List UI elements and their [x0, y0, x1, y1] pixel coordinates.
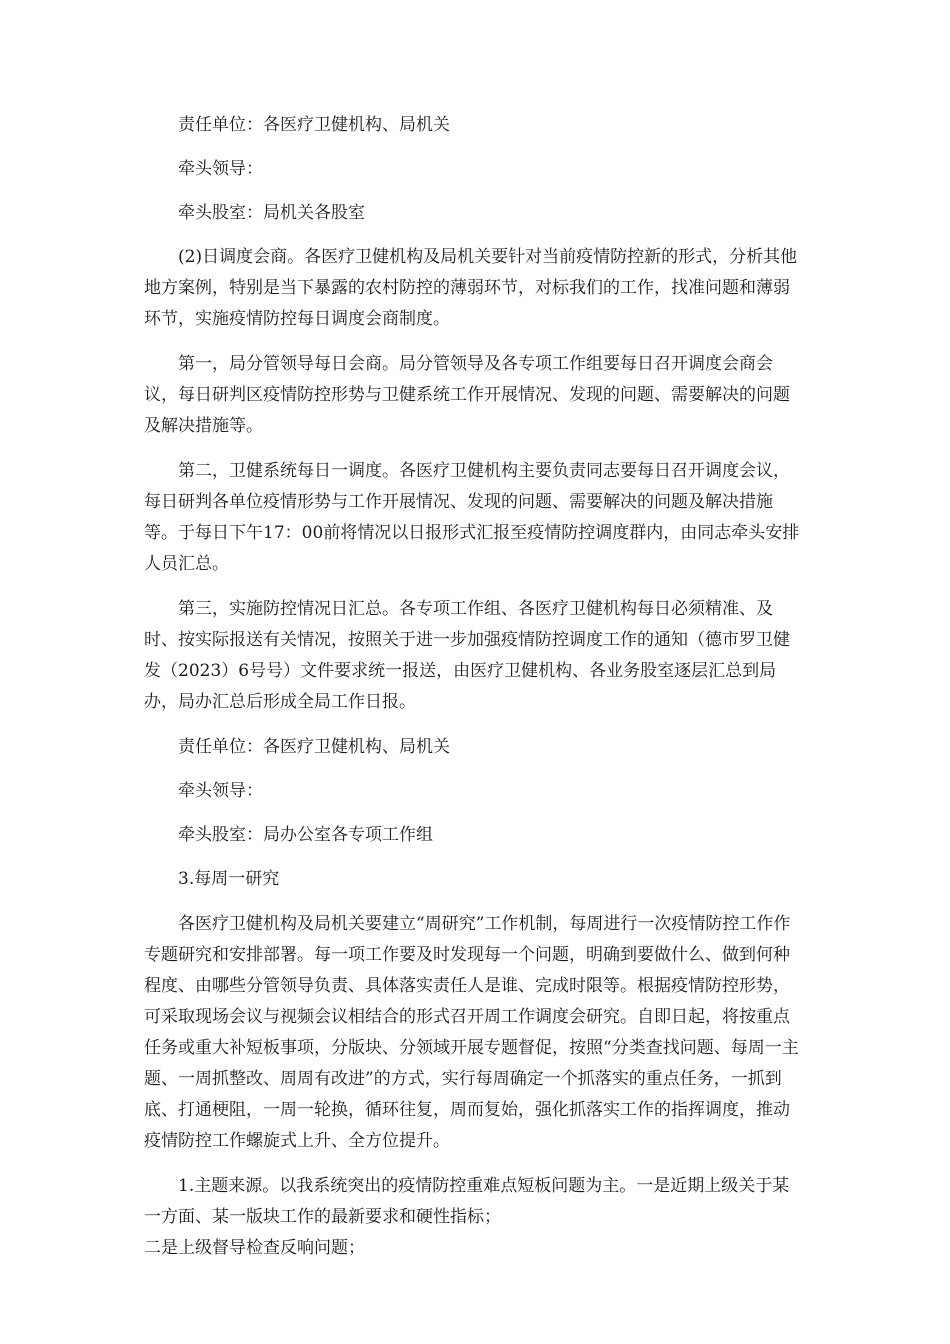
document-body [144, 110, 804, 1264]
paragraph-responsible-unit-2: 责任单位：各医疗卫健机构、局机关 [178, 737, 450, 757]
paragraph-lead-leader-1: 牵头领导： [178, 159, 263, 179]
paragraph-lead-office-2: 牵头股室：局办公室各专项工作组 [178, 825, 433, 845]
paragraph-second: 第二，卫健系统每日一调度。各医疗卫健机构主要负责同志要每日召开调度会议，每日研判各单位疫情形势与工作开展情况、发现的问题、需要解决的问题及解决措施等。于每日下午17：00前将情况以日报形式汇报至疫情防控调度群内，由同志牵头安排人员汇总。 [144, 461, 800, 574]
paragraph-lead-leader-2: 牵头领导： [178, 781, 263, 801]
paragraph-third: 第三，实施防控情况日汇总。各专项工作组、各医疗卫健机构每日必须精准、及时、按实际报送有关情况，按照关于进一步加强疫情防控调度工作的通知（德市罗卫健发（2023）6号号）文件要求统一报送，由医疗卫健机构、各业务股室逐层汇总到局办，局办汇总后形成全局工作日报。 [144, 599, 790, 712]
paragraph-daily-consultation: (2)日调度会商。各医疗卫健机构及局机关要针对当前疫情防控新的形式，分析其他地方案例，特别是当下暴露的农村防控的薄弱环节，对标我们的工作，找准问题和薄弱环节，实施疫情防控每日调度会商制度。 [144, 247, 798, 329]
paragraph-topic-source: 1.主题来源。以我系统突出的疫情防控重难点短板问题为主。一是近期上级关于某一方面、某一版块工作的最新要求和硬性指标； [144, 1176, 790, 1227]
paragraph-topic-source-continued: 二是上级督导检查反响问题； [144, 1238, 365, 1258]
paragraph-weekly-research: 各医疗卫健机构及局机关要建立“周研究”工作机制，每周进行一次疫情防控工作作专题研究和安排部署。每一项工作要及时发现每一个问题，明确到要做什么、做到何种程度、由哪些分管领导负责、具体落实责任人是谁、完成时限等。根据疫情防控形势，可采取现场会议与视频会议相结合的形式召开周工作调度会研究。自即日起，将按重点任务或重大补短板事项，分版块、分领域开展专题督促，按照“分类查找问题、每周一主题、一周抓整改、周周有改进”的方式，实行每周确定一个抓落实的重点任务，一抓到底、打通梗阻，一周一轮换，循环往复，周而复始，强化抓落实工作的指挥调度，推动疫情防控工作螺旋式上升、全方位提升。 [144, 914, 799, 1151]
paragraph-lead-office-1: 牵头股室：局机关各股室 [178, 203, 365, 223]
paragraph-first: 第一，局分管领导每日会商。局分管领导及各专项工作组要每日召开调度会商会议，每日研判区疫情防控形势与卫健系统工作开展情况、发现的问题、需要解决的问题及解决措施等。 [144, 354, 790, 436]
paragraph-responsible-unit-1: 责任单位：各医疗卫健机构、局机关 [178, 115, 450, 135]
section-heading-weekly-research: 3.每周一研究 [178, 869, 280, 889]
